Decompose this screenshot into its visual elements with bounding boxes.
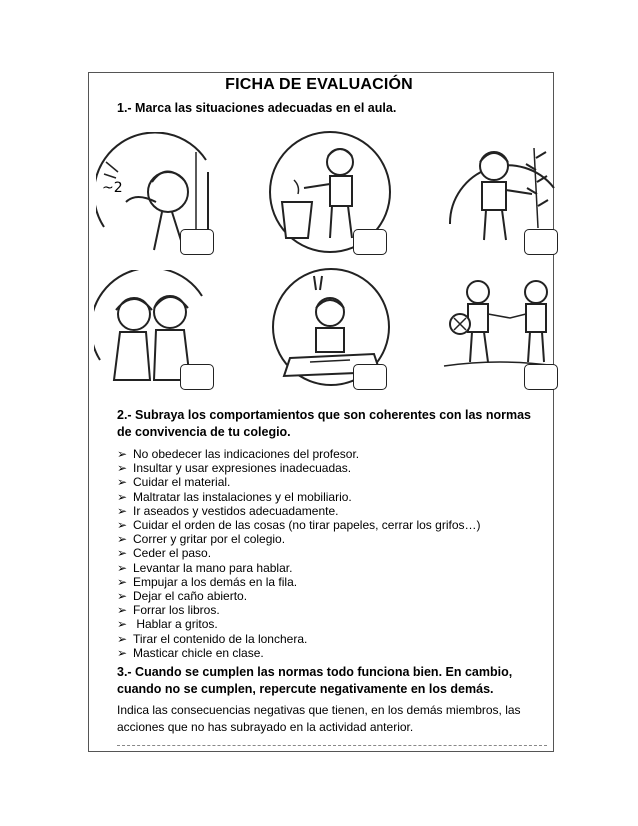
- arrow-bullet-icon: ➢: [117, 475, 128, 490]
- checkbox-scene-2[interactable]: [353, 229, 387, 255]
- svg-text:~2: ~2: [102, 180, 123, 196]
- list-item[interactable]: ➢ Empujar a los demás en la fila.: [117, 574, 298, 589]
- list-item[interactable]: ➢ Cuidar el orden de las cosas (no tirar papeles, cerrar los grifos…): [117, 518, 481, 533]
- behaviour-list: [117, 447, 480, 660]
- list-item[interactable]: ➢ Cuidar el material.: [117, 475, 231, 490]
- list-item[interactable]: ➢ Levantar la mano para hablar.: [117, 560, 293, 575]
- list-item[interactable]: ➢ Hablar a gritos.: [117, 617, 218, 632]
- arrow-bullet-icon: ➢: [117, 447, 128, 461]
- page-title: FICHA DE EVALUACIÓN: [225, 76, 413, 93]
- arrow-bullet-icon: ➢: [117, 461, 128, 476]
- checkbox-scene-5[interactable]: [353, 364, 387, 390]
- arrow-bullet-icon: ➢: [117, 617, 128, 632]
- children-sharing-ball-icon: [440, 274, 558, 374]
- list-item[interactable]: ➢ Forrar los libros.: [117, 603, 220, 618]
- arrow-bullet-icon: ➢: [117, 574, 128, 589]
- list-item[interactable]: ➢ Correr y gritar por el colegio.: [117, 532, 286, 547]
- question-3-heading: 3.- Cuando se cumplen las normas todo funciona bien. En cambio, cuando no se cumplen, repercute negativamente en los demás.: [117, 665, 513, 696]
- list-item[interactable]: ➢ Ir aseados y vestidos adecuadamente.: [117, 503, 339, 518]
- arrow-bullet-icon: ➢: [117, 489, 128, 504]
- arrow-bullet-icon: ➢: [117, 518, 128, 533]
- arrow-bullet-icon: ➢: [117, 645, 128, 660]
- question-1-heading: 1.- Marca las situaciones adecuadas en el aula.: [117, 101, 397, 115]
- question-3-instruction: Indica las consecuencias negativas que tienen, en los demás miembros, las acciones que no has subrayado en la actividad anterior.: [117, 703, 521, 734]
- arrow-bullet-icon: ➢: [117, 603, 128, 618]
- arrow-bullet-icon: ➢: [117, 560, 128, 575]
- arrow-bullet-icon: ➢: [117, 546, 128, 561]
- answer-line[interactable]: [117, 745, 547, 746]
- checkbox-scene-6[interactable]: [524, 364, 558, 390]
- list-item[interactable]: ➢ Maltratar las instalaciones y el mobiliario.: [117, 489, 352, 504]
- list-item[interactable]: ➢ Masticar chicle en clase.: [117, 645, 264, 660]
- list-item[interactable]: ➢ Insultar y usar expresiones inadecuadas.: [117, 461, 352, 476]
- arrow-bullet-icon: ➢: [117, 532, 128, 547]
- list-item[interactable]: ➢ Ceder el paso.: [117, 546, 212, 561]
- list-item[interactable]: ➢ Dejar el caño abierto.: [117, 589, 248, 604]
- arrow-bullet-icon: ➢: [117, 631, 128, 646]
- list-item[interactable]: ➢ Tirar el contenido de la lonchera.: [117, 631, 308, 646]
- checkbox-scene-3[interactable]: [524, 229, 558, 255]
- question-2-heading: 2.- Subraya los comportamientos que son coherentes con las normas de convivencia de tu colegio.: [117, 408, 532, 439]
- checkbox-scene-4[interactable]: [180, 364, 214, 390]
- checkbox-scene-1[interactable]: [180, 229, 214, 255]
- list-item[interactable]: ➢ No obedecer las indicaciones del profesor.: [117, 447, 360, 461]
- arrow-bullet-icon: ➢: [117, 589, 128, 604]
- arrow-bullet-icon: ➢: [117, 503, 128, 518]
